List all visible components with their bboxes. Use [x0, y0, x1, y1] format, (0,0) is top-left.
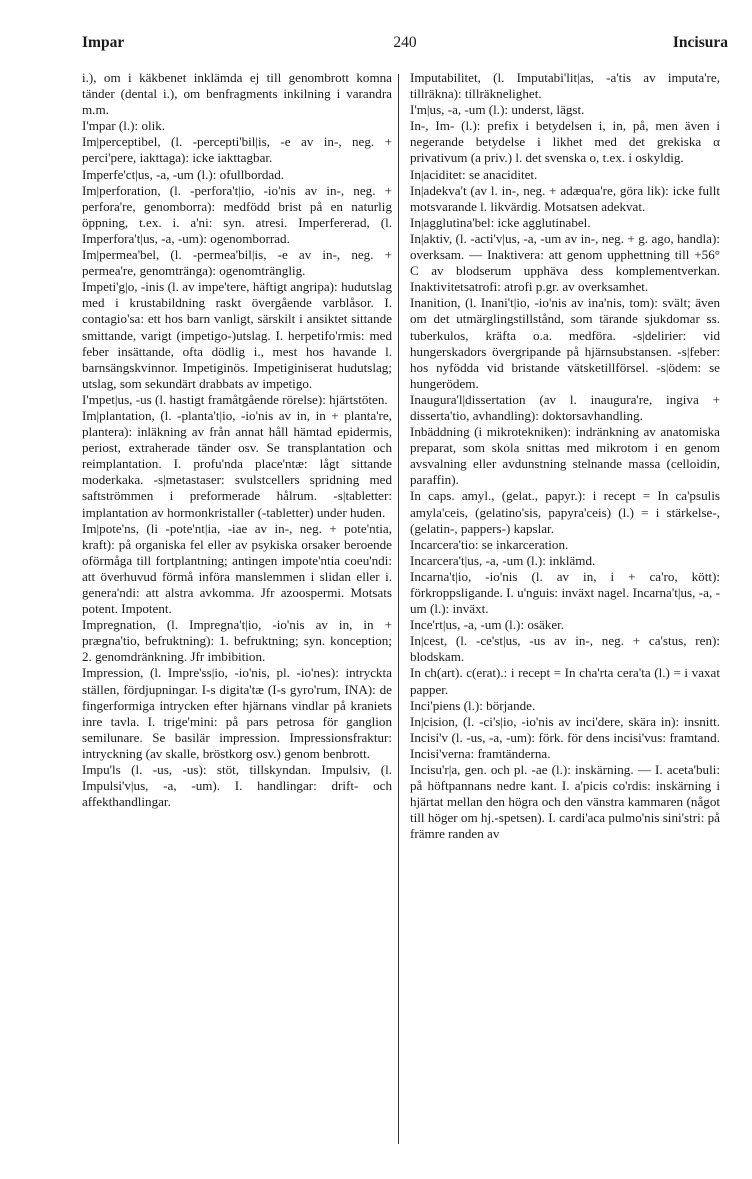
- entry: i.), om i käkbenet inklämda ej till genombrott komna tänder (dental i.), om benfragments inkilning i varandra m.m.: [82, 70, 392, 118]
- entry: I'm|us, -a, -um (l.): underst, lägst.: [410, 102, 585, 118]
- entry: Impression, (l. Impre'ss|io, -io'nis, pl. -io'nes): intryckta ställen, fördjupningar. I-s digita'tæ (I-s gyro'rum, INA): de fingerformiga intrycken efter hjärnans vindlar på kraniets inre tavla. I. trige'mini: på pars petrosa för ganglion semilunare. Se basilär impression. Impressionsfraktur: intryckning (av skalle, bröstkorg osv.) genom benbrott.: [82, 665, 392, 761]
- entry: Imputabilitet, (l. Imputabi'lit|as, -a'tis av imputa're, tillräkna): tillräknelighet.: [410, 70, 720, 102]
- entry: Impu'ls (l. -us, -us): stöt, tillskyndan. Impulsiv, (l. Impulsi'v|us, -a, -um). I. handlingar: drift- och affekthandlingar.: [82, 762, 392, 810]
- header-last-word: Incisura: [672, 34, 728, 51]
- entry: In|adekva't (av l. in-, neg. + adæqua're, göra lik): icke fullt motsvarande l. likvärdig. Motsatsen adekvat.: [410, 182, 720, 214]
- entry: Im|perforation, (l. -perfora't|io, -io'nis av in-, neg. + perfora're, genomborra): medfödd brist på en naturlig öppning, t.ex. i. a'ni: syn. atresi. Imperfererad, (l. Imperfora't|us, -a, -um): ogenomborrad.: [82, 182, 392, 246]
- entry: Im|plantation, (l. -planta't|io, -io'nis av in, in + planta're, plantera): inläkning av från annat håll hämtad epidermis, periost, extraherade tänder osv. Se transplantation och reimplantation. I. profu'nda place'ntæ: lågt sittande moderkaka. -s|metastaser: svulstcellers spridning med saftströmmen i preformerade hålrum. -s|tabletter: implantation av hormonkristaller (-tabletter) under huden.: [82, 407, 392, 520]
- entry: Incisu'r|a, gen. och pl. -ae (l.): inskärning. — I. aceta'buli: på höftpannans nedre kant. I. a'picis co'rdis: inskärning i hjärtat mellan den högra och den vänstra kammaren (något till höger om hj.-spetsen). I. cardi'aca pulmo'nis sini'stri: på främre randen av: [410, 762, 720, 842]
- entry: In|aciditet: se anaciditet.: [410, 166, 538, 182]
- entry: In|cest, (l. -ce'st|us, -us av in-, neg. + ca'stus, ren): blodskam.: [410, 633, 720, 665]
- entry: Im|pote'ns, (li -pote'nt|ia, -iae av in-, neg. + pote'ntia, kraft): på organiska fel eller av psykiska orsaker beroende oförmåga till fortplantning; antingen impote'ntia coeu'ndi: att överhuvud förmå införa manslemmen i slidan eller i. genera'ndi: att alstra avkomma. Jfr azoospermi. Motsats potent. Impotent.: [82, 520, 392, 617]
- text-columns: [82, 70, 728, 1150]
- entry: Inci'piens (l.): börjande.: [410, 697, 536, 713]
- entry: I'mpar (l.): olik.: [82, 118, 166, 134]
- entry: In ch(art). c(erat).: i recept = In cha'rta cera'ta (l.) = i vaxat papper.: [410, 665, 720, 697]
- entry: Impeti'g|o, -inis (l. av impe'tere, häftigt angripa): hudutslag med i krustabildning raskt övergående varblåsor. I. contagio'sa: ett hos barn vanligt, särskilt i ansiktet sittande smittande, varigt (impetigo-)utslag. I. herpetifo'rmis: med feber insättande, ofta dödlig i., mest hos havande l. barnsängskvinnor. Impetiginös. Impetiginiserat hudutslag; utslag, som sekundärt drabbats av impetigo.: [82, 279, 392, 391]
- entry: In caps. amyl., (gelat., papyr.): i recept = In ca'psulis amyla'ceis, (gelatino'sis, papyra'ceis) (l.) = i stärkelse-, (gelatin-, pappers-) kapslar.: [410, 488, 720, 536]
- running-header: [82, 34, 728, 60]
- entry: In|agglutina'bel: icke agglutinabel.: [410, 214, 591, 230]
- entry: Ince'rt|us, -a, -um (l.): osäker.: [410, 617, 565, 633]
- entry: Inaugura'l|dissertation (av l. inaugura're, ingiva + disserta'tio, avhandling): doktorsavhandling.: [410, 391, 720, 423]
- entry: Im|permea'bel, (l. -permea'bil|is, -e av in-, neg. + permea're, genomtränga): ogenomtränglig.: [82, 247, 392, 279]
- entry: In-, Im- (l.): prefix i betydelsen i, in, på, men även i negerande betydelse i likhet med det grekiska α privativum (a priv.) l. det svenska o, t.ex. i oskyldig.: [410, 118, 720, 166]
- entry: Impregnation, (l. Impregna't|io, -io'nis av in, in + prægna'tio, befruktning): 1. befruktning; syn. konception; 2. genomdränkning. Jfr imbibition.: [82, 617, 392, 665]
- entry: In|aktiv, (l. -acti'v|us, -a, -um av in-, neg. + g. ago, handla): overksam. — Inaktivera: att genom upphettning till +56° C av blodserum upphäva dess komplementverkan. Inaktivitetsatrofi: atrofi p.gr. av overksamhet.: [410, 230, 720, 295]
- entry: In|cision, (l. -ci's|io, -io'nis av inci'dere, skära in): insnitt. Incisi'v (l. -us, -a, -um): förk. för dens incisi'vus: framtand. Incisi'verna: framtänderna.: [410, 713, 720, 761]
- entry: Inanition, (l. Inani't|io, -io'nis av ina'nis, tom): svält; även om det utmärglingstillstånd, som tärande sjukdomar ss. tuberkulos, kräfta o.a. medföra. -s|delirier: vid hungerskadors övergripande på hjärnsubstansen. -s|feber: hos nyfödda vid bristande vätsketillförsel. -s|ödem: se hungerödem.: [410, 295, 720, 391]
- entry: Inbäddning (i mikrotekniken): indränkning av anatomiska preparat, som skola snittas med mikrotom i en genom avsvalning eller avdunstning stelnande massa (celloidin, paraffin).: [410, 424, 720, 488]
- right-column: [410, 70, 720, 1150]
- entry: Incarna't|io, -io'nis (l. av in, i + ca'ro, kött): förkroppsligande. I. u'nguis: inväxt nagel. Incarna't|us, -a, -um (l.): inväxt.: [410, 568, 720, 617]
- entry: Incarcera't|us, -a, -um (l.): inklämd.: [410, 552, 596, 568]
- left-column: [82, 70, 392, 1150]
- page-number: 240: [393, 34, 417, 51]
- entry: I'mpet|us, -us (l. hastigt framåtgående rörelse): hjärtstöten.: [82, 391, 388, 407]
- entry: Incarcera'tio: se inkarceration.: [410, 536, 569, 552]
- header-first-word: Impar: [82, 34, 125, 51]
- entry: Im|perceptibel, (l. -percepti'bil|is, -e av in-, neg. + perci'pere, iakttaga): icke iakttagbar.: [82, 134, 392, 166]
- entry: Imperfe'ct|us, -a, -um (l.): ofullbordad.: [82, 166, 285, 182]
